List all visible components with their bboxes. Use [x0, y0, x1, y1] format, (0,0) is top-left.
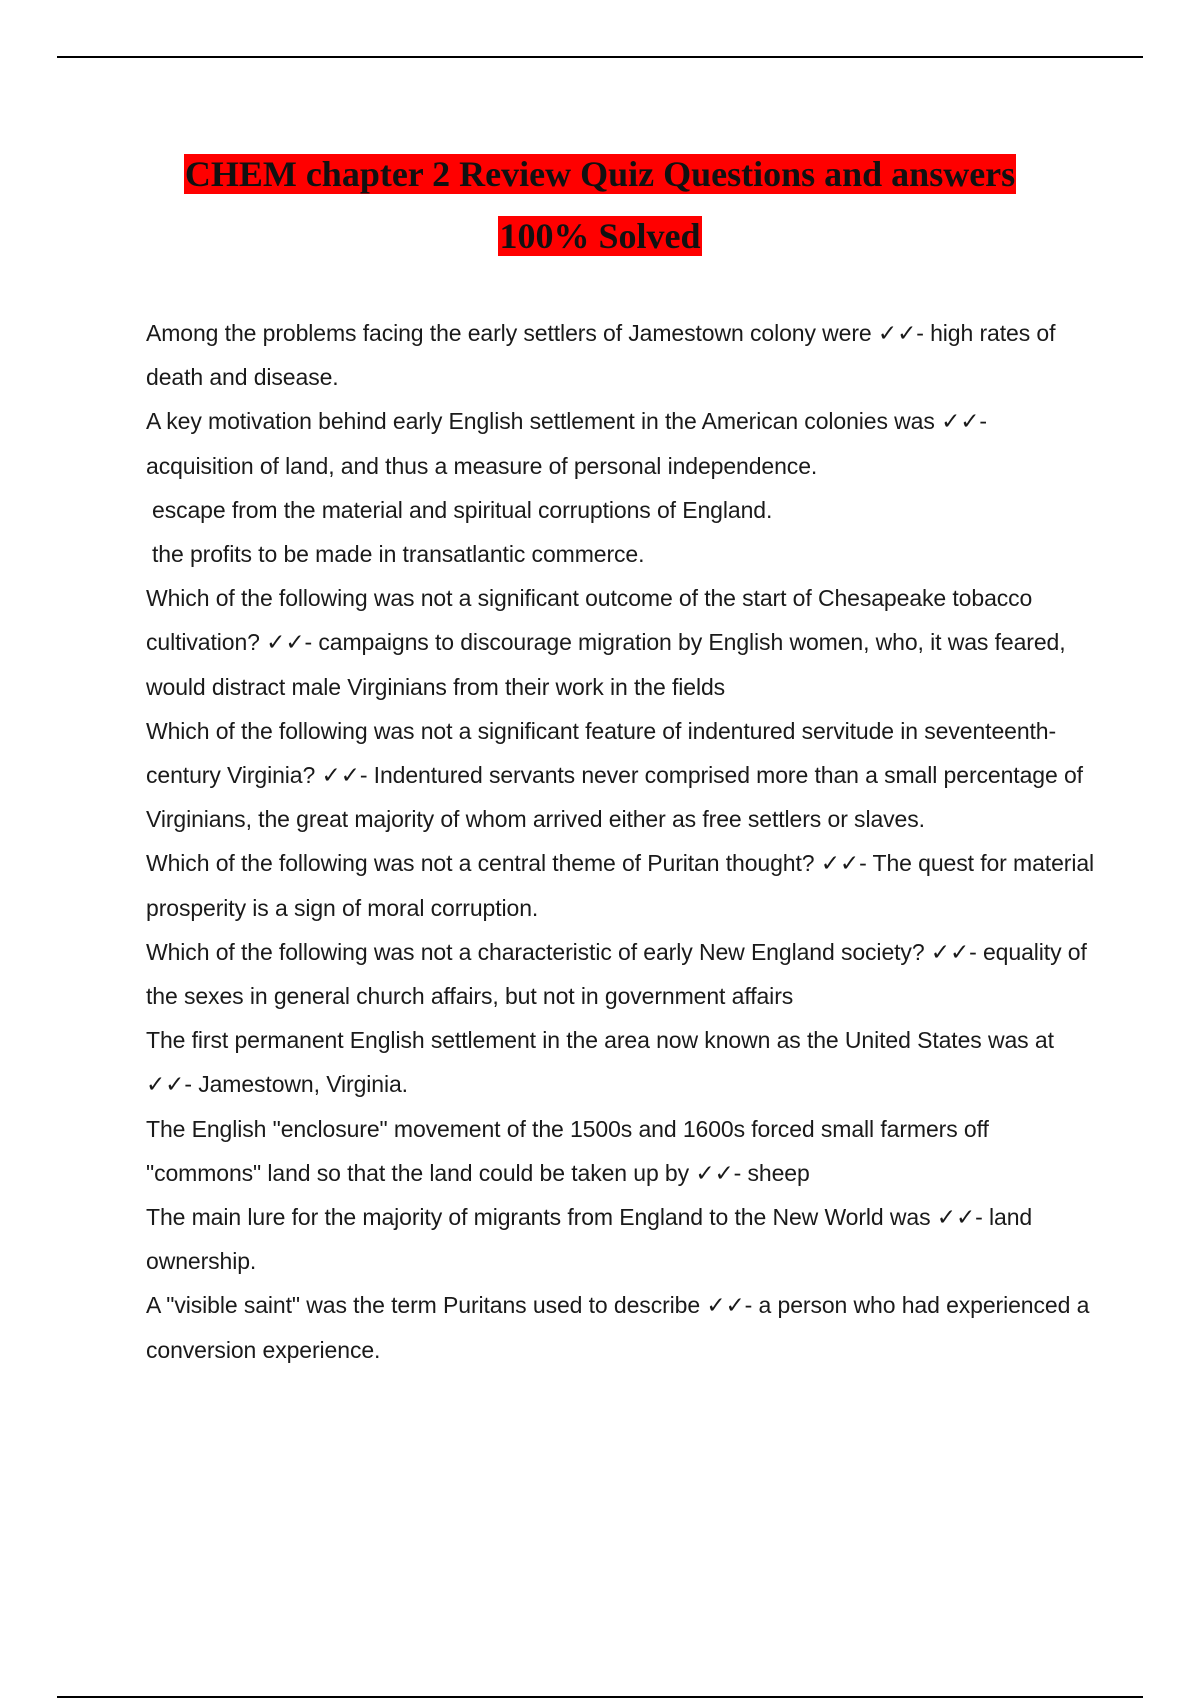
title-line-1 [0, 143, 1200, 205]
answer-continuation: the profits to be made in transatlantic commerce. [152, 541, 645, 568]
qa-item: A key motivation behind early English settlement in the American colonies was ✓✓- acquisition of land, and thus a measure of personal independence. [146, 408, 987, 479]
document-title [0, 143, 1200, 267]
bottom-rule [57, 1696, 1143, 1698]
title-line-2 [0, 205, 1200, 267]
title-text-1: CHEM chapter 2 Review Quiz Questions and answers [184, 154, 1016, 194]
answer-continuation: escape from the material and spiritual corruptions of England. [152, 496, 773, 523]
qa-item: Which of the following was not a central theme of Puritan thought? ✓✓- The quest for material prosperity is a sign of moral corruption. [146, 850, 1095, 921]
qa-item: A "visible saint" was the term Puritans used to describe ✓✓- a person who had experienced a conversion experience. [146, 1292, 1090, 1363]
qa-item: Among the problems facing the early settlers of Jamestown colony were ✓✓- high rates of death and disease. [146, 320, 1056, 391]
qa-item: Which of the following was not a significant outcome of the start of Chesapeake tobacco cultivation? ✓✓- campaigns to discourage migration by English women, who, it was feared, would distract male Virginians from their work in the fields [146, 585, 1066, 700]
top-rule [57, 56, 1143, 58]
document-body [146, 311, 1096, 1372]
title-text-2: 100% Solved [499, 216, 701, 256]
qa-item: The first permanent English settlement in the area now known as the United States was at ✓✓- Jamestown, Virginia. [146, 1027, 1054, 1098]
qa-item: The main lure for the majority of migrants from England to the New World was ✓✓- land ownership. [146, 1204, 1033, 1275]
qa-item: Which of the following was not a characteristic of early New England society? ✓✓- equality of the sexes in general church affairs, but not in government affairs [146, 938, 1087, 1010]
qa-item: Which of the following was not a significant feature of indentured servitude in seventeenth-century Virginia? ✓✓- Indentured servants never comprised more than a small percentage of Virginians, the great majority of whom arrived either as free settlers or slaves. [146, 717, 1083, 833]
qa-item: The English "enclosure" movement of the 1500s and 1600s forced small farmers off "commons" land so that the land could be taken up by ✓✓- sheep [146, 1115, 989, 1186]
